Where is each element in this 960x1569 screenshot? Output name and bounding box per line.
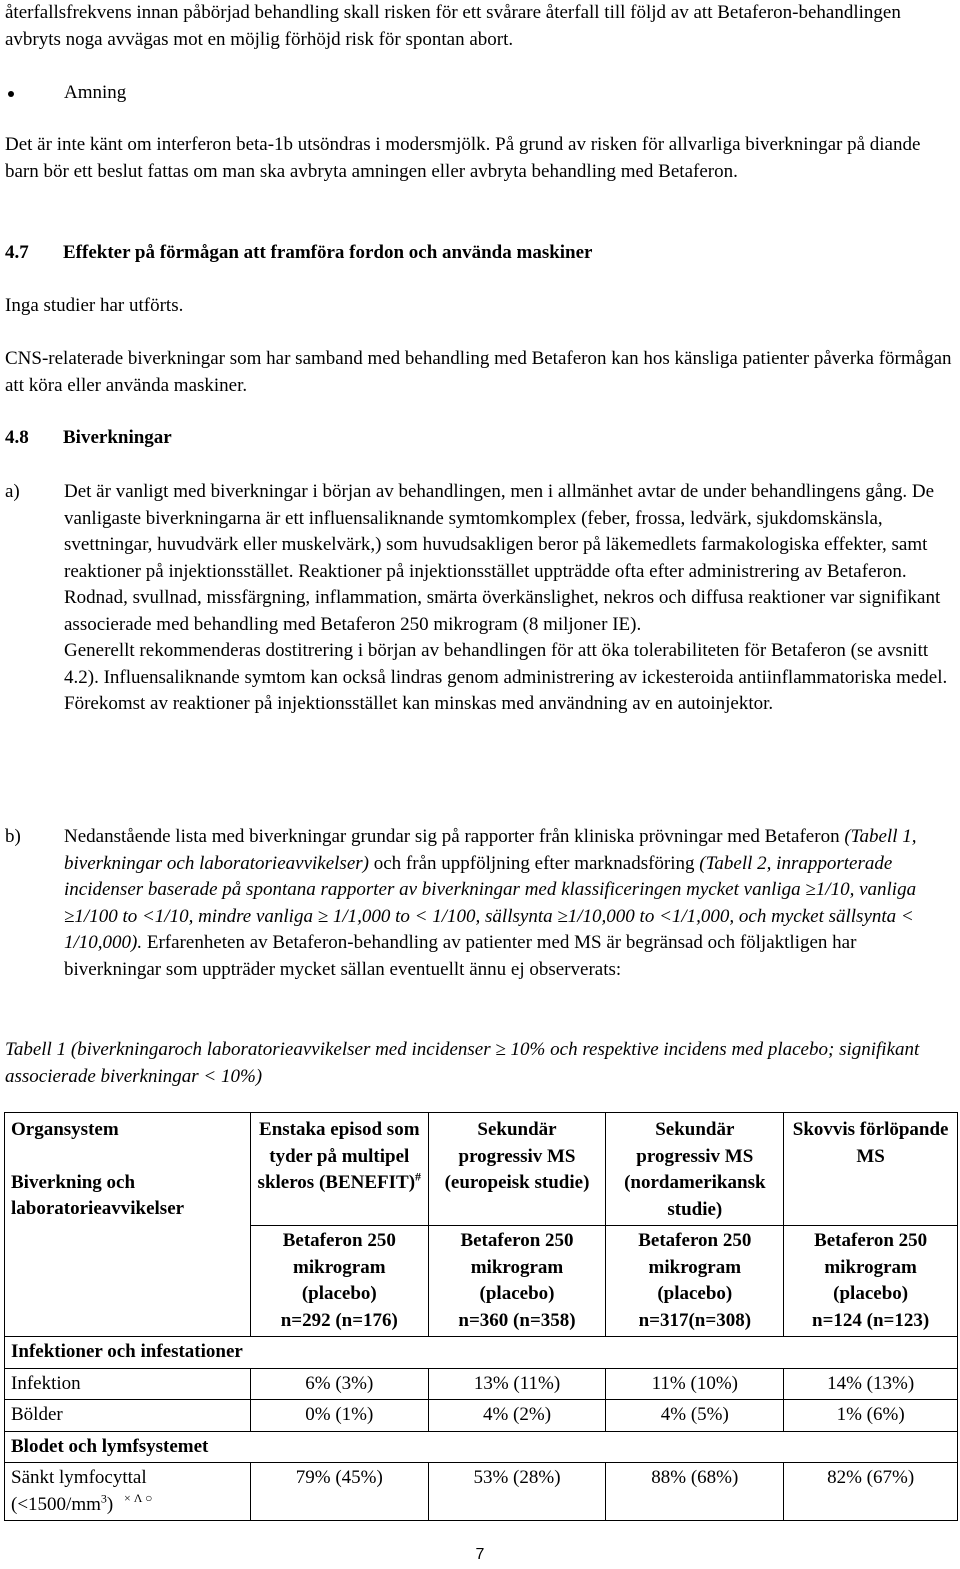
intro-paragraph: återfallsfrekvens innan påbörjad behandling skall risken för ett svårare återfall till följd av att Betaferon-behandlingen avbryts noga avvägas mot en möjlig förhöjd risk för spontan abort. — [5, 2, 901, 50]
table-row — [5, 1463, 958, 1521]
header-organsystem — [5, 1113, 251, 1337]
item-b-segment-italic: (Tabell 2, inrapporterade incidenser baserade på spontana rapporter av biverkningar med klassificeringen mycket vanliga ≥1/10, vanliga ≥1/100 to <1/10, mindre vanliga ≥ 1/1,000 to < 1/100, sällsynta ≥1/10,000 to <1/1,000, och mycket sällsynta < 1/10,000). — [64, 852, 917, 953]
bullet-icon — [8, 91, 14, 97]
value-cell: 14% (13%) — [784, 1368, 958, 1400]
sample-size: n=317(n=308) — [638, 1309, 752, 1331]
section-number: 4.7 — [5, 242, 29, 263]
dose-cell — [606, 1226, 784, 1337]
study-name: Sekundär progressiv MS (nordamerikansk studie) — [624, 1119, 766, 1220]
footnote-marks: × Λ ○ — [123, 1491, 153, 1506]
table-header-row — [5, 1113, 958, 1226]
section-title: Biverkningar — [63, 427, 172, 448]
row-label — [5, 1463, 251, 1521]
value-cell: 4% (5%) — [606, 1400, 784, 1432]
table-section-row — [5, 1337, 958, 1369]
amning-paragraph: Det är inte känt om interferon beta-1b utsöndras i modersmjölk. På grund av risken för allvarliga biverkningar på diande barn bör ett beslut fattas om man ska avbryta amningen eller avbryta behandling med Betaferon. — [5, 134, 921, 182]
table-row — [5, 1400, 958, 1432]
table-row — [5, 1368, 958, 1400]
value-cell: 0% (1%) — [250, 1400, 428, 1432]
dose-cell — [428, 1226, 606, 1337]
value-cell: 11% (10%) — [606, 1368, 784, 1400]
header-study-benefit — [250, 1113, 428, 1226]
value-cell: 79% (45%) — [250, 1463, 428, 1521]
value-cell: 1% (6%) — [784, 1400, 958, 1432]
adverse-reactions-table — [4, 1112, 958, 1521]
dose-label: Betaferon 250 mikrogram (placebo) — [282, 1230, 396, 1304]
header-study-na — [606, 1113, 784, 1226]
superscript: 3 — [100, 1491, 107, 1506]
section-title: Effekter på förmågan att framföra fordon och använda maskiner — [63, 242, 593, 263]
header-study-rrms — [784, 1113, 958, 1226]
study-name: Enstaka episod som tyder på multipel skleros (BENEFIT) — [257, 1119, 420, 1193]
dose-label: Betaferon 250 mikrogram (placebo) — [460, 1230, 574, 1304]
item-body — [64, 479, 957, 718]
table-caption: Tabell 1 (biverkningaroch laboratorieavvikelser med incidenser ≥ 10% och respektive incidens med placebo; signifikant associerade biverkningar < 10%) — [5, 1039, 920, 1087]
item-b-text — [64, 824, 957, 983]
sample-size: n=124 (n=123) — [812, 1309, 930, 1331]
value-cell: 13% (11%) — [428, 1368, 606, 1400]
value-cell: 88% (68%) — [606, 1463, 784, 1521]
row-label-part: (<1500/mm — [11, 1493, 101, 1515]
sample-size: n=292 (n=176) — [280, 1309, 398, 1331]
item-a-text-1: Det är vanligt med biverkningar i början av behandlingen, men i allmänhet avtar de under behandlingens gång. De vanligaste biverkningarna är ett influensaliknande symtomkomplex (feber, frossa, ledvärk, sjukdomskänsla, svettningar, huvudvärk eller muskelvärk,) som huvudsakligen beror på läkemedlets farmakologiska effekter, samt reaktioner på injektionsstället. Reaktioner på injektionsstället uppträdde ofta efter administrering av Betaferon. Rodnad, svullnad, missfärgning, inflammation, smärta överkänslighet, nekros och diffusa reaktioner var signifikant associerade med behandling med Betaferon 250 mikrogram (8 miljoner IE). — [64, 481, 941, 635]
header-label: Organsystem — [11, 1119, 119, 1140]
item-b-segment: Nedanstående lista med biverkningar grundar sig på rapporter från kliniska prövningar med Betaferon — [64, 826, 845, 847]
table-section-row — [5, 1431, 958, 1463]
study-name: Skovvis förlöpande MS — [792, 1119, 949, 1167]
page-number: 7 — [475, 1546, 485, 1563]
dose-label: Betaferon 250 mikrogram (placebo) — [814, 1230, 928, 1304]
section-label: Infektioner och infestationer — [5, 1337, 958, 1369]
row-label-line — [11, 1492, 244, 1519]
row-label-line: Sänkt lymfocyttal — [11, 1467, 147, 1488]
amning-label: Amning — [64, 82, 127, 103]
item-marker: b) — [5, 826, 21, 847]
header-study-eu — [428, 1113, 606, 1226]
row-label: Bölder — [5, 1400, 251, 1432]
item-a-text-2: Generellt rekommenderas dostitrering i början av behandlingen för att öka tolerabiliteten för Betaferon (se avsnitt 4.2). Influensaliknande symtom kan också lindras genom administrering av ickesteroida antiinflammatoriska medel. Förekomst av reaktioner på injektionsstället kan minskas med användning av en autoinjektor. — [64, 640, 948, 714]
no-studies-paragraph: Inga studier har utförts. — [5, 295, 184, 316]
item-b-segment: Erfarenheten av Betaferon-behandling av patienter med MS är begränsad och följaktligen har biverkningar som uppträder mycket sällan eventuellt ännu ej observerats: — [64, 932, 857, 980]
dose-cell — [250, 1226, 428, 1337]
study-footnote-mark: # — [415, 1169, 422, 1184]
study-name: Sekundär progressiv MS (europeisk studie) — [444, 1119, 590, 1193]
row-label: Infektion — [5, 1368, 251, 1400]
item-b-segment-italic: (Tabell 1, biverkningar och laboratorieavvikelser) — [64, 826, 917, 874]
item-b-segment: och från uppföljning efter marknadsföring — [368, 852, 700, 874]
item-marker: a) — [5, 481, 20, 502]
row-label-part: ) — [106, 1493, 114, 1515]
value-cell: 6% (3%) — [250, 1368, 428, 1400]
dose-label: Betaferon 250 mikrogram (placebo) — [638, 1230, 752, 1304]
sample-size: n=360 (n=358) — [458, 1309, 576, 1331]
cns-paragraph: CNS-relaterade biverkningar som har samband med behandling med Betaferon kan hos känsliga patienter påverka förmågan att köra eller använda maskiner. — [5, 348, 952, 396]
section-number: 4.8 — [5, 427, 29, 448]
dose-cell — [784, 1226, 958, 1337]
header-label: Biverkning och laboratorieavvikelser — [11, 1171, 185, 1219]
value-cell: 4% (2%) — [428, 1400, 606, 1432]
section-label: Blodet och lymfsystemet — [5, 1431, 958, 1463]
value-cell: 82% (67%) — [784, 1463, 958, 1521]
value-cell: 53% (28%) — [428, 1463, 606, 1521]
